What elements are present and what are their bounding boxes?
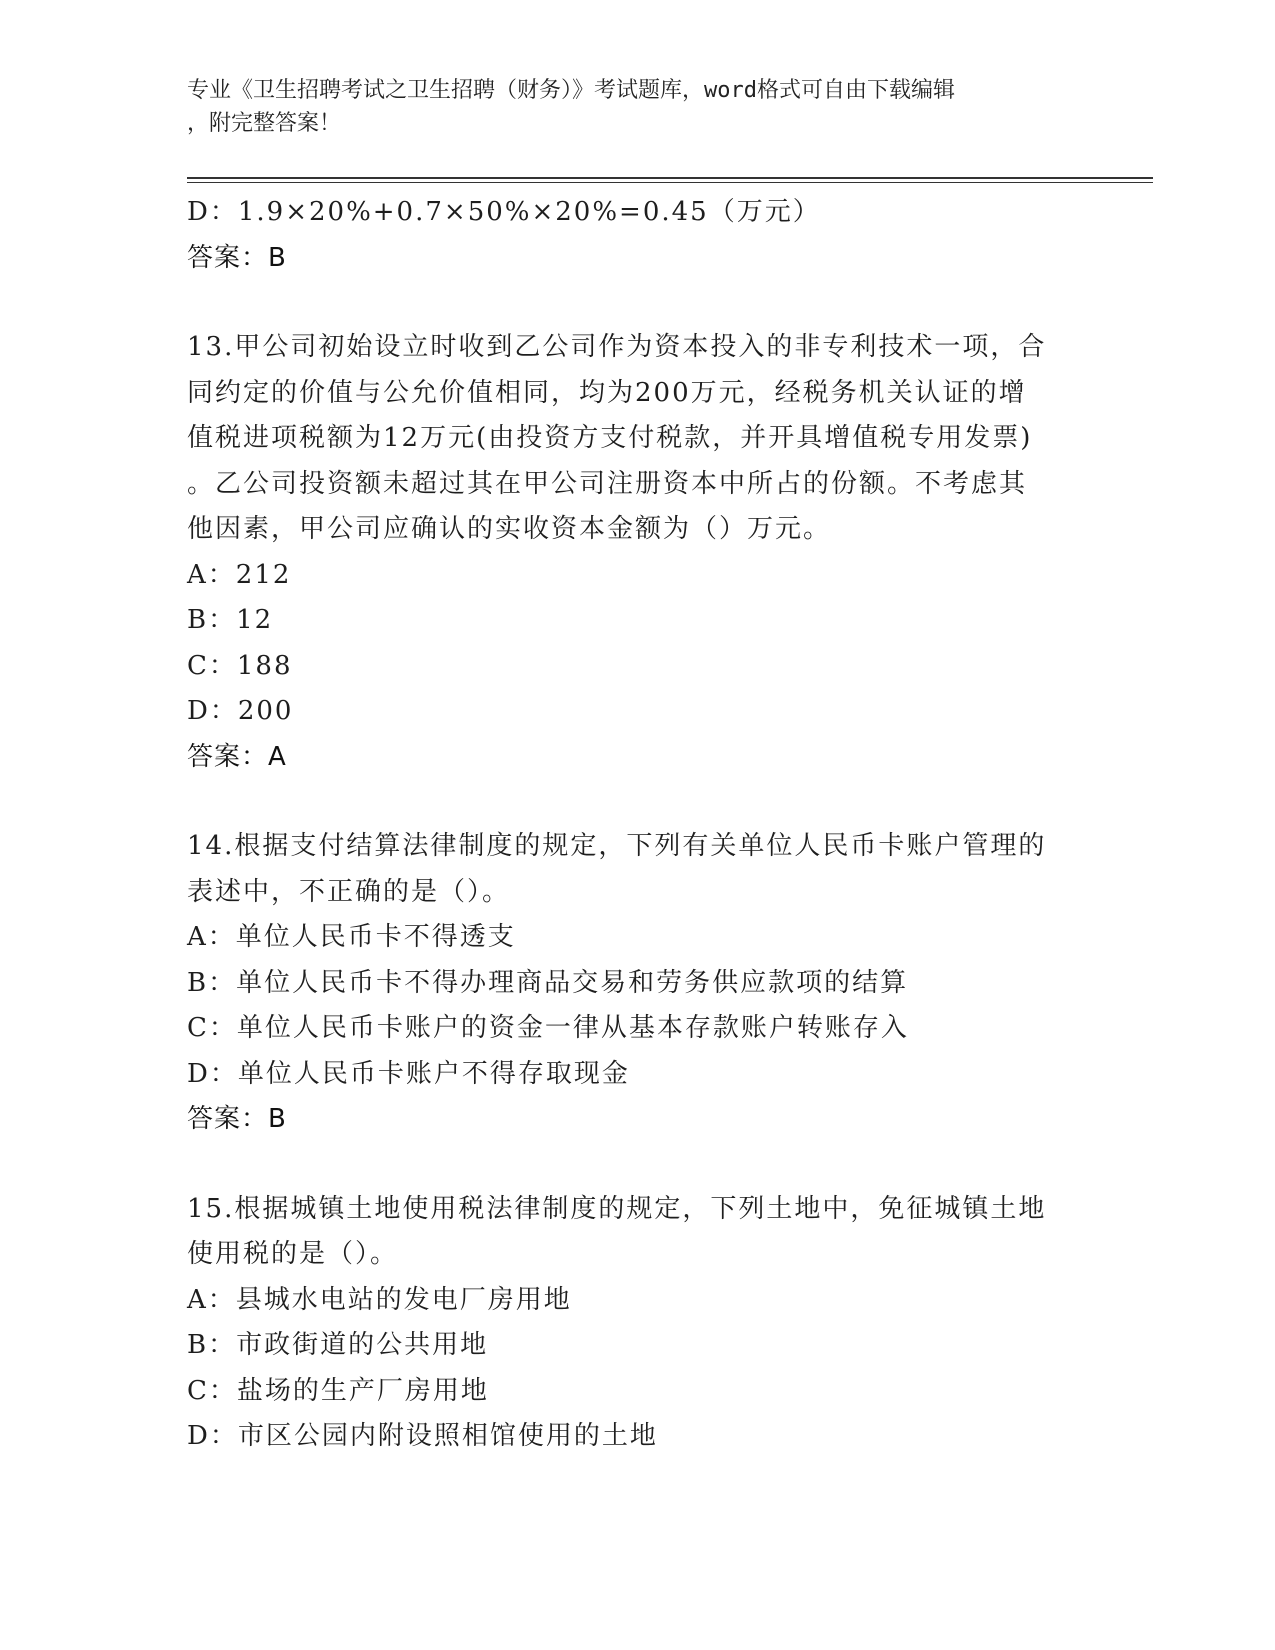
question-text-line: 13.甲公司初始设立时收到乙公司作为资本投入的非专利技术一项，合 [187, 332, 1047, 362]
option-d: D：单位人民币卡账户不得存取现金 [187, 1058, 630, 1089]
option-a: A：单位人民币卡不得透支 [187, 922, 516, 952]
spacer [187, 281, 1087, 325]
answer-line: 答案：B [187, 1104, 287, 1134]
header-divider-thick [187, 177, 1153, 179]
option-c: C：盐场的生产厂房用地 [187, 1375, 489, 1406]
option-c: C：188 [187, 650, 293, 681]
question-text-line: 同约定的价值与公允价值相同，均为200万元，经税务机关认证的增 [187, 377, 1027, 408]
question-15 [187, 1187, 1087, 1460]
question-13 [187, 325, 1087, 780]
answer-line: 答案：A [187, 741, 287, 772]
header-divider-thin [187, 182, 1153, 183]
header-title-line-1: 专业《卫生招聘考试之卫生招聘（财务）》考试题库，word格式可自由下载编辑 [187, 78, 955, 103]
page-header [187, 74, 1087, 140]
question-text-line: 值税进项税额为12万元(由投资方支付税款，并开具增值税专用发票) [187, 423, 1033, 453]
question-text-line: 使用税的是（）。 [187, 1239, 399, 1269]
question-text-line: 。乙公司投资额未超过其在甲公司注册资本中所占的份额。不考虑其 [187, 468, 1028, 499]
option-d: D：200 [187, 696, 294, 726]
option-d: D：市区公园内附设照相馆使用的土地 [187, 1421, 658, 1451]
question-text-line: 他因素，甲公司应确认的实收资本金额为（）万元。 [187, 514, 832, 544]
option-b: B：12 [187, 605, 274, 635]
option-b: B：单位人民币卡不得办理商品交易和劳务供应款项的结算 [187, 967, 909, 998]
question-text-line: 15.根据城镇土地使用税法律制度的规定，下列土地中，免征城镇土地 [187, 1193, 1047, 1224]
question-text-line: 表述中，不正确的是（）。 [187, 876, 511, 907]
option-a: A：县城水电站的发电厂房用地 [187, 1284, 572, 1315]
spacer [187, 1143, 1087, 1187]
option-c: C：单位人民币卡账户的资金一律从基本存款账户转账存入 [187, 1013, 909, 1043]
exam-content [187, 190, 1087, 1460]
option-a: A：212 [187, 559, 292, 590]
question-text-line: 14.根据支付结算法律制度的规定，下列有关单位人民币卡账户管理的 [187, 831, 1047, 861]
header-title-line-2: ，附完整答案！ [187, 111, 342, 136]
spacer [187, 780, 1087, 824]
previous-question-tail [187, 190, 1087, 281]
option-d: D：1.9×20%+0.7×50%×20%=0.45（万元） [187, 197, 821, 227]
option-b: B：市政街道的公共用地 [187, 1330, 489, 1360]
answer-line: 答案：B [187, 242, 287, 273]
question-14 [187, 824, 1087, 1143]
